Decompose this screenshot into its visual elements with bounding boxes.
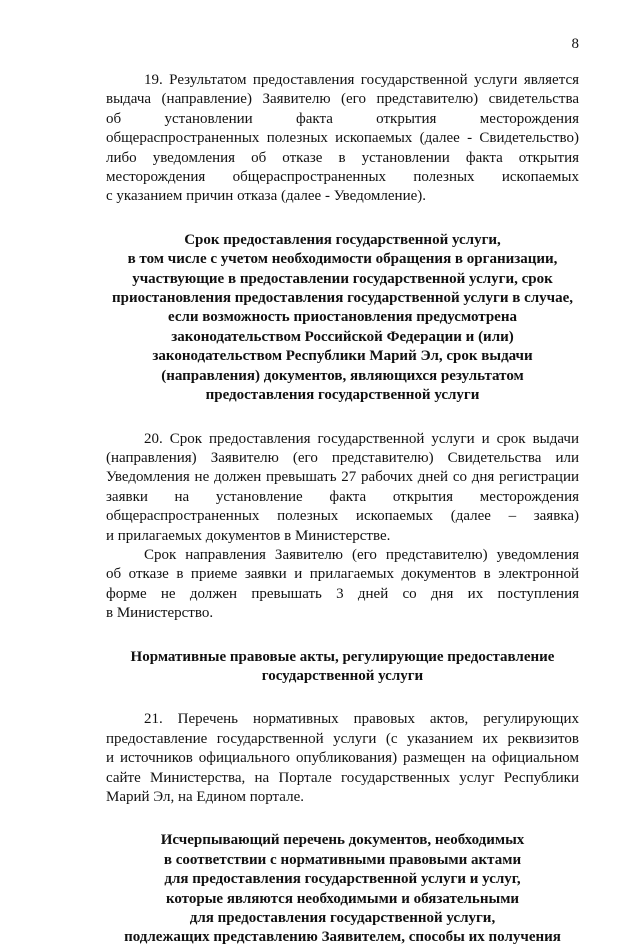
text-line: общераспространенных полезных ископаемых (далее - Свидетельство) — [106, 130, 579, 147]
paragraph-19 — [106, 71, 579, 207]
text-line: месторождения общераспространенных полезных ископаемых — [106, 169, 579, 186]
section-heading-term — [106, 231, 579, 406]
text-line: и источников официального опубликования) размещен на официальном — [106, 750, 579, 767]
heading-line: участвующие в предоставлении государственной услуги, срок — [132, 270, 553, 287]
heading-line: законодательством Республики Марий Эл, срок выдачи — [152, 348, 533, 365]
heading-line: подлежащих представлению Заявителем, способы их получения — [124, 929, 561, 946]
text-line: либо уведомления об отказе в установлении факта открытия — [106, 149, 579, 166]
paragraph-20-continued — [106, 546, 579, 624]
paragraph-20 — [106, 430, 579, 546]
heading-line: законодательством Российской Федерации и (или) — [171, 328, 514, 345]
text-line: предоставление государственной услуги (с указанием их реквизитов — [106, 730, 579, 747]
section-heading-acts — [106, 648, 579, 687]
heading-line: приостановления предоставления государственной услуги в случае, — [111, 290, 574, 307]
paragraph-21 — [106, 710, 579, 807]
text-line: и прилагаемых документов в Министерстве. — [106, 527, 391, 544]
text-line: заявки на установление факта открытия месторождения — [106, 488, 579, 505]
text-line: Срок направления Заявителю (его представителю) уведомления — [144, 546, 579, 563]
text-line: 21. Перечень нормативных правовых актов, регулирующих — [144, 711, 579, 728]
heading-line: в том числе с учетом необходимости обращения в организации, — [127, 251, 558, 268]
heading-line: Исчерпывающий перечень документов, необходимых — [160, 832, 525, 849]
text-line: 20. Срок предоставления государственной услуги и срок выдачи — [144, 430, 579, 447]
heading-line: предоставления государственной услуги — [205, 387, 480, 404]
text-line: с указанием причин отказа (далее - Уведомление). — [106, 188, 427, 205]
text-line: Марий Эл, на Едином портале. — [106, 789, 304, 805]
heading-line: для предоставления государственной услуги и услуг, — [164, 871, 521, 888]
page-number: 8 — [571, 36, 579, 52]
text-line: форме не должен превышать 3 дней со дня их поступления — [106, 585, 579, 602]
text-line: 19. Результатом предоставления государственной услуги является — [144, 72, 579, 88]
heading-line: (направления) документов, являющихся результатом — [161, 367, 524, 384]
text-line: об установлении факта открытия месторождения — [106, 110, 579, 127]
text-line: об отказе в приеме заявки и прилагаемых документов в электронной — [106, 566, 579, 583]
text-line: общераспространенных полезных ископаемых (далее – заявка) — [106, 508, 579, 525]
heading-line: Нормативные правовые акты, регулирующие предоставление — [130, 648, 555, 665]
heading-line: если возможность приостановления предусмотрена — [168, 309, 517, 326]
text-line: сайте Министерства, на Портале государственных услуг Республики — [106, 769, 579, 786]
heading-line: для предоставления государственной услуги, — [189, 910, 496, 927]
text-line: (направления) Заявителю (его представителю) Свидетельства или — [106, 449, 579, 466]
text-line: в Министерство. — [106, 605, 214, 622]
heading-line: Срок предоставления государственной услуги, — [184, 231, 501, 248]
page-content — [106, 71, 579, 948]
heading-line: государственной услуги — [261, 667, 424, 684]
section-heading-documents — [106, 831, 579, 947]
heading-line: которые являются необходимыми и обязательными — [165, 890, 520, 907]
heading-line: в соответствии с нормативными правовыми актами — [163, 851, 522, 868]
text-line: Уведомления не должен превышать 27 рабочих дней со дня регистрации — [106, 469, 579, 486]
text-line: выдача (направление) Заявителю (его представителю) свидетельства — [106, 91, 579, 108]
